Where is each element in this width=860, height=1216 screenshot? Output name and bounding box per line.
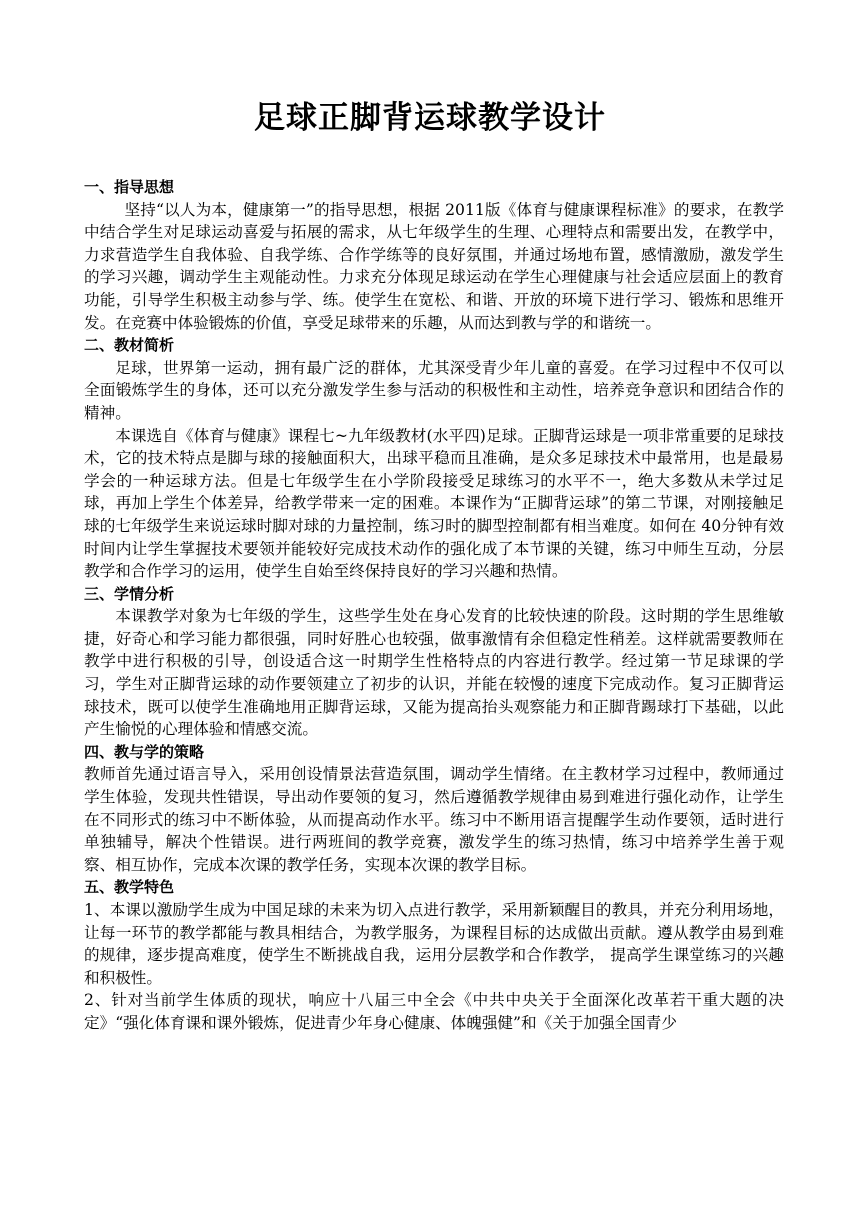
paragraph: 足球，世界第一运动，拥有最广泛的群体，尤其深受青少年儿童的喜爱。在学习过程中不仅可以全面锻炼学生的身体，还可以充分激发学生参与活动的积极性和主动性，培养竞争意识和团结合作的精神。 <box>84 358 784 422</box>
section-guiding-ideology <box>84 176 784 334</box>
section-heading: 五、教学特色 <box>84 878 175 897</box>
document-body <box>84 176 784 1035</box>
section-heading: 一、指导思想 <box>84 178 175 196</box>
section-student-analysis <box>84 583 784 741</box>
section-heading: 二、教材简析 <box>84 336 175 355</box>
section-teaching-strategy <box>84 741 784 877</box>
section-heading: 四、教与学的策略 <box>84 742 205 761</box>
paragraph: 本课选自《体育与健康》课程七~九年级教材(水平四)足球。正脚背运球是一项非常重要的足球技术，它的技术特点是脚与球的接触面积大，出球平稳而且准确，是众多足球技术中最常用，也是最易学会的一种运球方法。但是七年级学生在小学阶段接受足球练习的水平不一，绝大多数从未学过足球，再加上学生个体差异，给教学带来一定的困难。本课作为“正脚背运球”的第二节课，对刚接触足球的七年级学生来说运球时脚对球的力量控制，练习时的脚型控制都有相当难度。如何在 40分钟有效时间内让学生掌握技术要领并能较好完成技术动作的强化成了本节课的关键，练习中师生互动，分层教学和合作学习的运用，使学生自始至终保持良好的学习兴趣和热情。 <box>84 426 784 581</box>
paragraph: 2、针对当前学生体质的现状，响应十八届三中全会《中共中央关于全面深化改革若干重大题的决定》“强化体育课和课外锻炼，促进青少年身心健康、体魄强健”和《关于加强全国青少 <box>84 991 784 1032</box>
paragraph: 本课教学对象为七年级的学生，这些学生处在身心发育的比较快速的阶段。这时期的学生思维敏捷，好奇心和学习能力都很强，同时好胜心也较强，做事激情有余但稳定性稍差。这样就需要教师在教学中进行积极的引导，创设适合这一时期学生性格特点的内容进行教学。经过第一节足球课的学习，学生对正脚背运球的动作要领建立了初步的认识，并能在较慢的速度下完成动作。复习正脚背运球技术，既可以使学生准确地用正脚背运球，又能为提高抬头观察能力和正脚背踢球打下基础，以此产生愉悦的心理体验和情感交流。 <box>84 607 784 739</box>
paragraph: 教师首先通过语言导入，采用创设情景法营造氛围，调动学生情绪。在主教材学习过程中，教师通过学生体验，发现共性错误，导出动作要领的复习，然后遵循教学规律由易到难进行强化动作，让学生在不同形式的练习中不断体验，从而提高动作水平。练习中不断用语言提醒学生动作要领，适时进行单独辅导，解决个性错误。进行两班间的教学竞赛，激发学生的练习热情，练习中培养学生善于观察、相互协作，完成本次课的教学任务，实现本次课的教学目标。 <box>84 765 784 874</box>
document-title: 足球正脚背运球教学设计 <box>254 100 606 136</box>
section-material-analysis <box>84 334 784 583</box>
paragraph: 1、本课以激励学生成为中国足球的未来为切入点进行教学，采用新颖醒目的教具，并充分利用场地，让每一环节的教学都能与教具相结合，为教学服务，为课程目标的达成做出贡献。遵从教学由易到难的规律，逐步提高难度，使学生不断挑战自我，运用分层教学和合作教学， 提高学生课堂练习的兴趣和积极性。 <box>84 901 784 987</box>
section-heading: 三、学情分析 <box>84 584 175 603</box>
section-teaching-features <box>84 876 784 1034</box>
paragraph: 坚持“以人为本，健康第一”的指导思想，根据 2011版《体育与健康课程标准》的要求，在教学中结合学生对足球运动喜爱与拓展的需求，从七年级学生的生理、心理特点和需要出发，在教学中，力求营造学生自我体验、自我学练、合作学练等的良好氛围，并通过场地布置，感情激励，激发学生的学习兴趣，调动学生主观能动性。力求充分体现足球运动在学生心理健康与社会适应层面上的教育功能，引导学生积极主动参与学、练。使学生在宽松、和谐、开放的环境下进行学习、锻炼和思维开发。在竞赛中体验锻炼的价值，享受足球带来的乐趣，从而达到教与学的和谐统一。 <box>84 200 784 332</box>
